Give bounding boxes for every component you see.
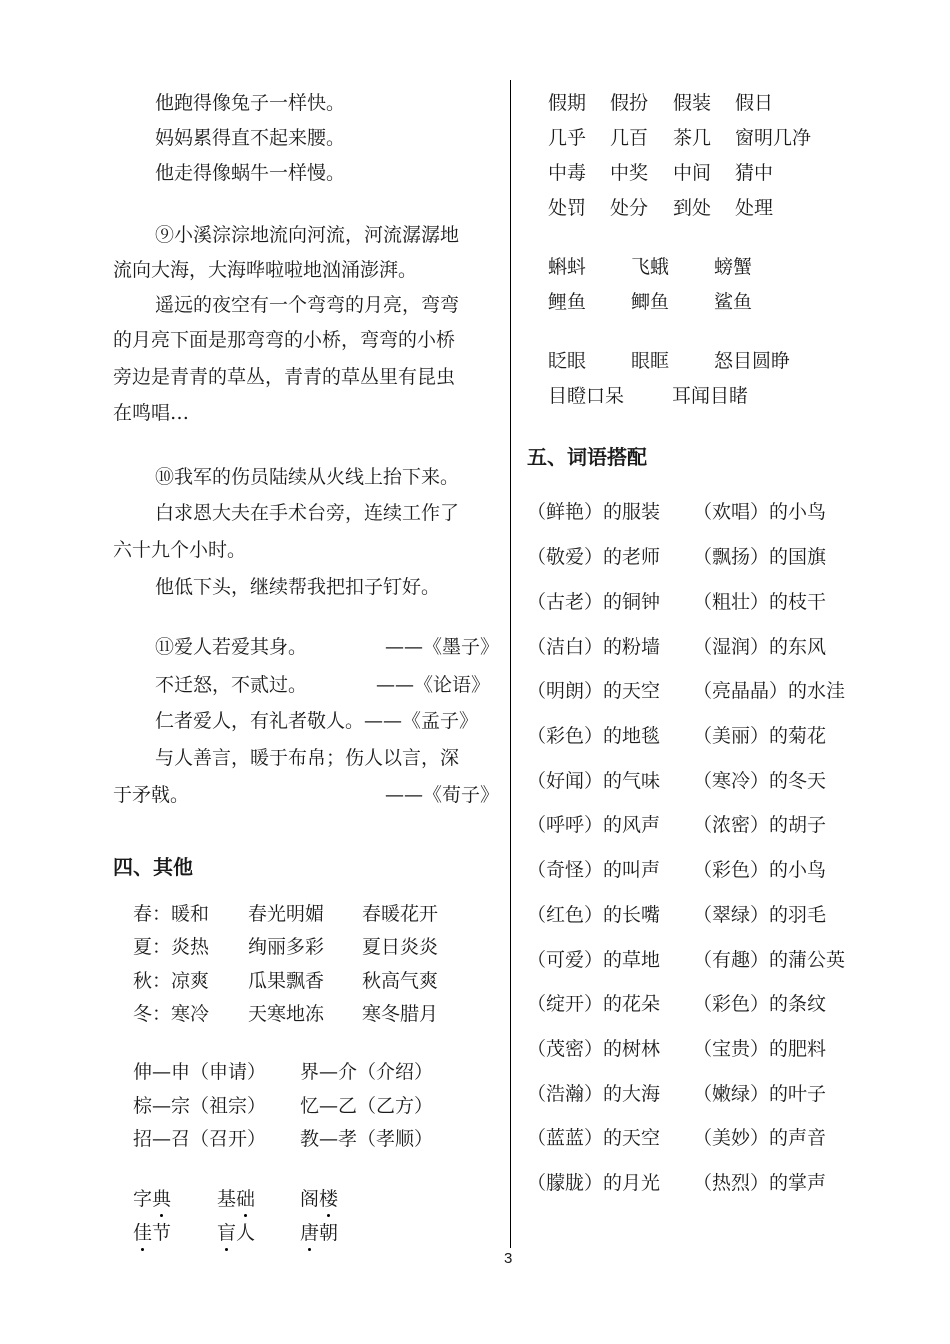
word-cell: 几乎 (548, 127, 587, 149)
paragraph-line: ⑩我军的伤员陆续从火线上抬下来。 (155, 466, 460, 488)
word-cell: 眨眼 (548, 350, 587, 372)
word-cell: 到处 (673, 197, 712, 219)
season-cell: 春光明媚 (248, 903, 325, 925)
collocation-cell: （美丽）的菊花 (693, 725, 827, 747)
word-cell: 中毒 (548, 162, 587, 184)
season-cell: 秋高气爽 (362, 970, 439, 992)
season-cell: 夏日炎炎 (362, 936, 439, 958)
collocation-cell: （热烈）的掌声 (693, 1172, 827, 1194)
char-pair: 伸—申（申请） (133, 1061, 267, 1083)
column-divider (510, 80, 511, 1248)
collocation-cell: （明朗）的天空 (527, 680, 661, 702)
collocation-cell: （古老）的铜钟 (527, 591, 661, 613)
char-pair: 棕—宗（祖宗） (133, 1095, 267, 1117)
season-cell: 绚丽多彩 (248, 936, 325, 958)
paragraph-line: 六十九个小时。 (113, 539, 247, 561)
collocation-cell: （彩色）的小鸟 (693, 859, 827, 881)
dotted-word: 佳节 (133, 1218, 171, 1245)
word-cell: 几百 (610, 127, 649, 149)
season-cell: 冬：寒冷 (133, 1003, 210, 1025)
collocation-cell: （奇怪）的叫声 (527, 859, 661, 881)
season-cell: 春暖花开 (362, 903, 439, 925)
collocation-cell: （彩色）的条纹 (693, 993, 827, 1015)
word-cell: 中间 (673, 162, 712, 184)
collocation-cell: （绽开）的花朵 (527, 993, 661, 1015)
word-cell: 处理 (735, 197, 774, 219)
season-cell: 夏：炎热 (133, 936, 210, 958)
simile-line: 他跑得像兔子一样快。 (155, 92, 346, 114)
quote-line: 于矛戟。 (113, 784, 190, 806)
word-cell: 中奖 (610, 162, 649, 184)
word-cell: 假期 (548, 92, 587, 114)
quote-line: 不迁怒，不贰过。 (155, 674, 308, 696)
season-cell: 秋：凉爽 (133, 970, 210, 992)
collocation-cell: （彩色）的地毯 (527, 725, 661, 747)
word-cell: 窗明几净 (735, 127, 812, 149)
collocation-cell: （欢唱）的小鸟 (693, 501, 827, 523)
collocation-cell: （亮晶晶）的水洼 (693, 680, 846, 702)
word-cell: 假装 (673, 92, 712, 114)
page-number: 3 (504, 1250, 513, 1267)
char-pair: 界—介（介绍） (300, 1061, 434, 1083)
char-pair: 教—孝（孝顺） (300, 1128, 434, 1150)
dotted-word: 基础 (217, 1184, 255, 1211)
word-cell: 处罚 (548, 197, 587, 219)
paragraph-line: ⑨小溪淙淙地流向河流，河流潺潺地 (155, 224, 460, 246)
word-cell: 耳闻目睹 (672, 385, 749, 407)
word-cell: 怒目圆睁 (714, 350, 791, 372)
collocation-cell: （呼呼）的风声 (527, 814, 661, 836)
paragraph-line: 他低下头，继续帮我把扣子钉好。 (155, 576, 441, 598)
emphasis-dot-char: 唐 (300, 1218, 319, 1245)
emphasis-dot-char: 楼 (319, 1184, 338, 1211)
collocation-cell: （浩瀚）的大海 (527, 1083, 661, 1105)
word-cell: 茶几 (673, 127, 712, 149)
emphasis-dot-char: 佳 (133, 1218, 152, 1245)
dotted-word: 唐朝 (300, 1218, 338, 1245)
collocation-cell: （洁白）的粉墙 (527, 636, 661, 658)
word-cell: 鲨鱼 (714, 291, 753, 313)
char-pair: 忆—乙（乙方） (300, 1095, 434, 1117)
season-cell: 瓜果飘香 (248, 970, 325, 992)
quote-source: ——《墨子》 (385, 636, 500, 658)
word-cell: 飞蛾 (631, 256, 670, 278)
simile-line: 他走得像蜗牛一样慢。 (155, 162, 346, 184)
collocation-cell: （寒冷）的冬天 (693, 770, 827, 792)
word-cell: 处分 (610, 197, 649, 219)
collocation-cell: （浓密）的胡子 (693, 814, 827, 836)
season-cell: 天寒地冻 (248, 1003, 325, 1025)
word-cell: 鲤鱼 (548, 291, 587, 313)
emphasis-dot-char: 典 (152, 1184, 171, 1211)
simile-line: 妈妈累得直不起来腰。 (155, 127, 346, 149)
collocation-cell: （粗壮）的枝干 (693, 591, 827, 613)
season-cell: 春：暖和 (133, 903, 210, 925)
collocation-cell: （茂密）的树林 (527, 1038, 661, 1060)
collocation-cell: （鲜艳）的服装 (527, 501, 661, 523)
paragraph-line: 旁边是青青的草丛，青青的草丛里有昆虫 (113, 366, 456, 388)
quote-line: 与人善言，暖于布帛；伤人以言，深 (155, 747, 460, 769)
collocation-cell: （美妙）的声音 (693, 1127, 827, 1149)
dotted-word: 阁楼 (300, 1184, 338, 1211)
collocation-cell: （翠绿）的羽毛 (693, 904, 827, 926)
section-5-heading: 五、词语搭配 (527, 445, 647, 469)
collocation-cell: （飘扬）的国旗 (693, 546, 827, 568)
word-cell: 假日 (735, 92, 774, 114)
collocation-cell: （嫩绿）的叶子 (693, 1083, 827, 1105)
season-cell: 寒冬腊月 (362, 1003, 439, 1025)
word-cell: 螃蟹 (714, 256, 753, 278)
paragraph-line: 白求恩大夫在手术台旁，连续工作了 (155, 502, 460, 524)
word-cell: 假扮 (610, 92, 649, 114)
char-pair: 招—召（召开） (133, 1128, 267, 1150)
paragraph-line: 在鸣唱… (113, 402, 190, 424)
word-cell: 猜中 (735, 162, 774, 184)
quote-source: ——《论语》 (376, 674, 491, 696)
collocation-cell: （宝贵）的肥料 (693, 1038, 827, 1060)
paragraph-line: 遥远的夜空有一个弯弯的月亮，弯弯 (155, 294, 460, 316)
quote-line: ⑪爱人若爱其身。 (155, 636, 308, 658)
dotted-word: 字典 (133, 1184, 171, 1211)
collocation-cell: （红色）的长嘴 (527, 904, 661, 926)
collocation-cell: （好闻）的气味 (527, 770, 661, 792)
collocation-cell: （蓝蓝）的天空 (527, 1127, 661, 1149)
quote-line: 仁者爱人，有礼者敬人。——《孟子》 (155, 710, 479, 732)
collocation-cell: （湿润）的东风 (693, 636, 827, 658)
emphasis-dot-char: 础 (236, 1184, 255, 1211)
emphasis-dot-char: 盲 (217, 1218, 236, 1245)
dotted-word: 盲人 (217, 1218, 255, 1245)
collocation-cell: （敬爱）的老师 (527, 546, 661, 568)
paragraph-line: 流向大海，大海哗啦啦地汹涌澎湃。 (113, 259, 418, 281)
section-4-heading: 四、其他 (113, 855, 193, 879)
collocation-cell: （朦胧）的月光 (527, 1172, 661, 1194)
collocation-cell: （有趣）的蒲公英 (693, 949, 846, 971)
collocation-cell: （可爱）的草地 (527, 949, 661, 971)
word-cell: 鲫鱼 (631, 291, 670, 313)
paragraph-line: 的月亮下面是那弯弯的小桥，弯弯的小桥 (113, 329, 456, 351)
quote-source: ——《荀子》 (385, 784, 500, 806)
word-cell: 蝌蚪 (548, 256, 587, 278)
word-cell: 眼眶 (631, 350, 670, 372)
word-cell: 目瞪口呆 (548, 385, 625, 407)
